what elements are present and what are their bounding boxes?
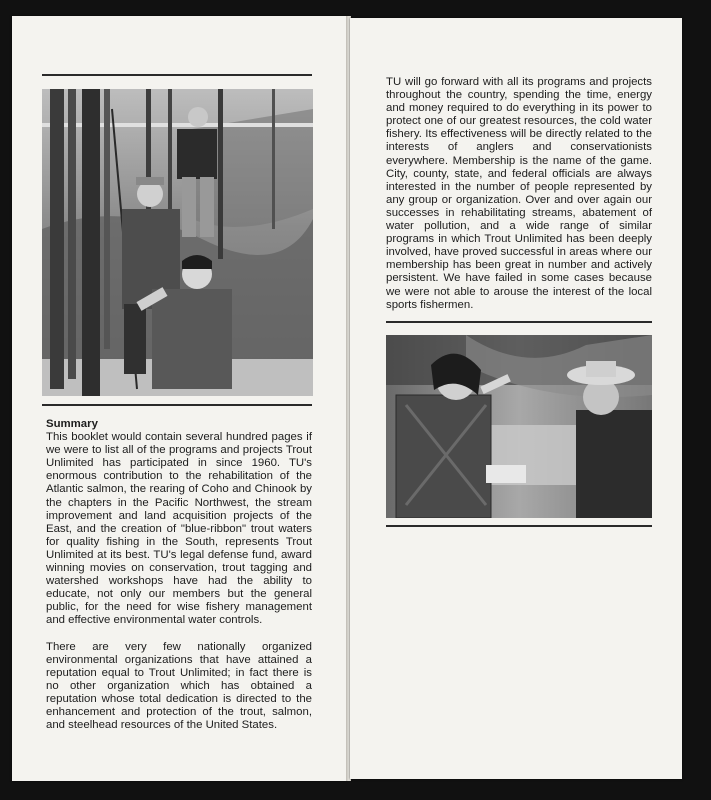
right-paragraph-1: TU will go forward with all its programs and projects throughout the country, spending the time, energy and money required to do everything in its power to protect one of our greatest resources, the cold water fishery. Its effectiveness will be directly related to the interests of anglers and conservationists everywhere. Membership is the name of the game. City, county, state, and federal officials are always interested in the number of people represented by any group or organization. Over and over again our successes in rehabilitating streams, abatement of water pollution, and a wide range of similar programs in which Trout Unlimited has been deeply involved, have proved successful in areas where our membership has been great in number and actively persistent. We have failed in some cases because we were not able to arouse the interest of the local sports fishermen. [386,76,652,311]
photo-two-men-examining-insect-by-stream-icon [386,335,652,518]
mid-rule-right [386,321,652,323]
photo-three-men-in-woods-by-stream-icon [42,89,313,396]
photo-two-men-examining [386,335,652,518]
bottom-rule-right [386,525,652,527]
summary-heading: Summary [46,418,98,430]
top-rule-left [42,74,312,76]
summary-paragraph-1: This booklet would contain several hundred pages if we were to list all of the programs and projects Trout Unlimited has participated in since 1960. TU's enormous contribution to the rehabilitation of the Atlantic salmon, the rearing of Coho and Chinook by the chapters in the Pacific Northwest, the stream improvement and land acquisition projects of the East, and the creation of "blue-ribbon" trout waters for quality fishing in the South, represents Trout Unlimited at its best. TU's legal defense fund, award winning movies on conservation, trout tagging and watershed workshops have had the ability to educate, not only our members but the general public, for the need for wise fishery management and effective environmental water controls. [46,431,312,627]
photo-men-in-woods [42,89,313,396]
summary-paragraph-2: There are very few nationally organized environmental organizations that have attained a reputation equal to Trout Unlimited; in fact there is no other organization which has obtained a reputation whose total dedication is directed to the enhancement and protection of the trout, salmon, and steelhead resources of the United States. [46,640,312,732]
right-column-text [386,76,652,312]
summary-section [46,418,312,732]
mid-rule-left [42,404,312,406]
